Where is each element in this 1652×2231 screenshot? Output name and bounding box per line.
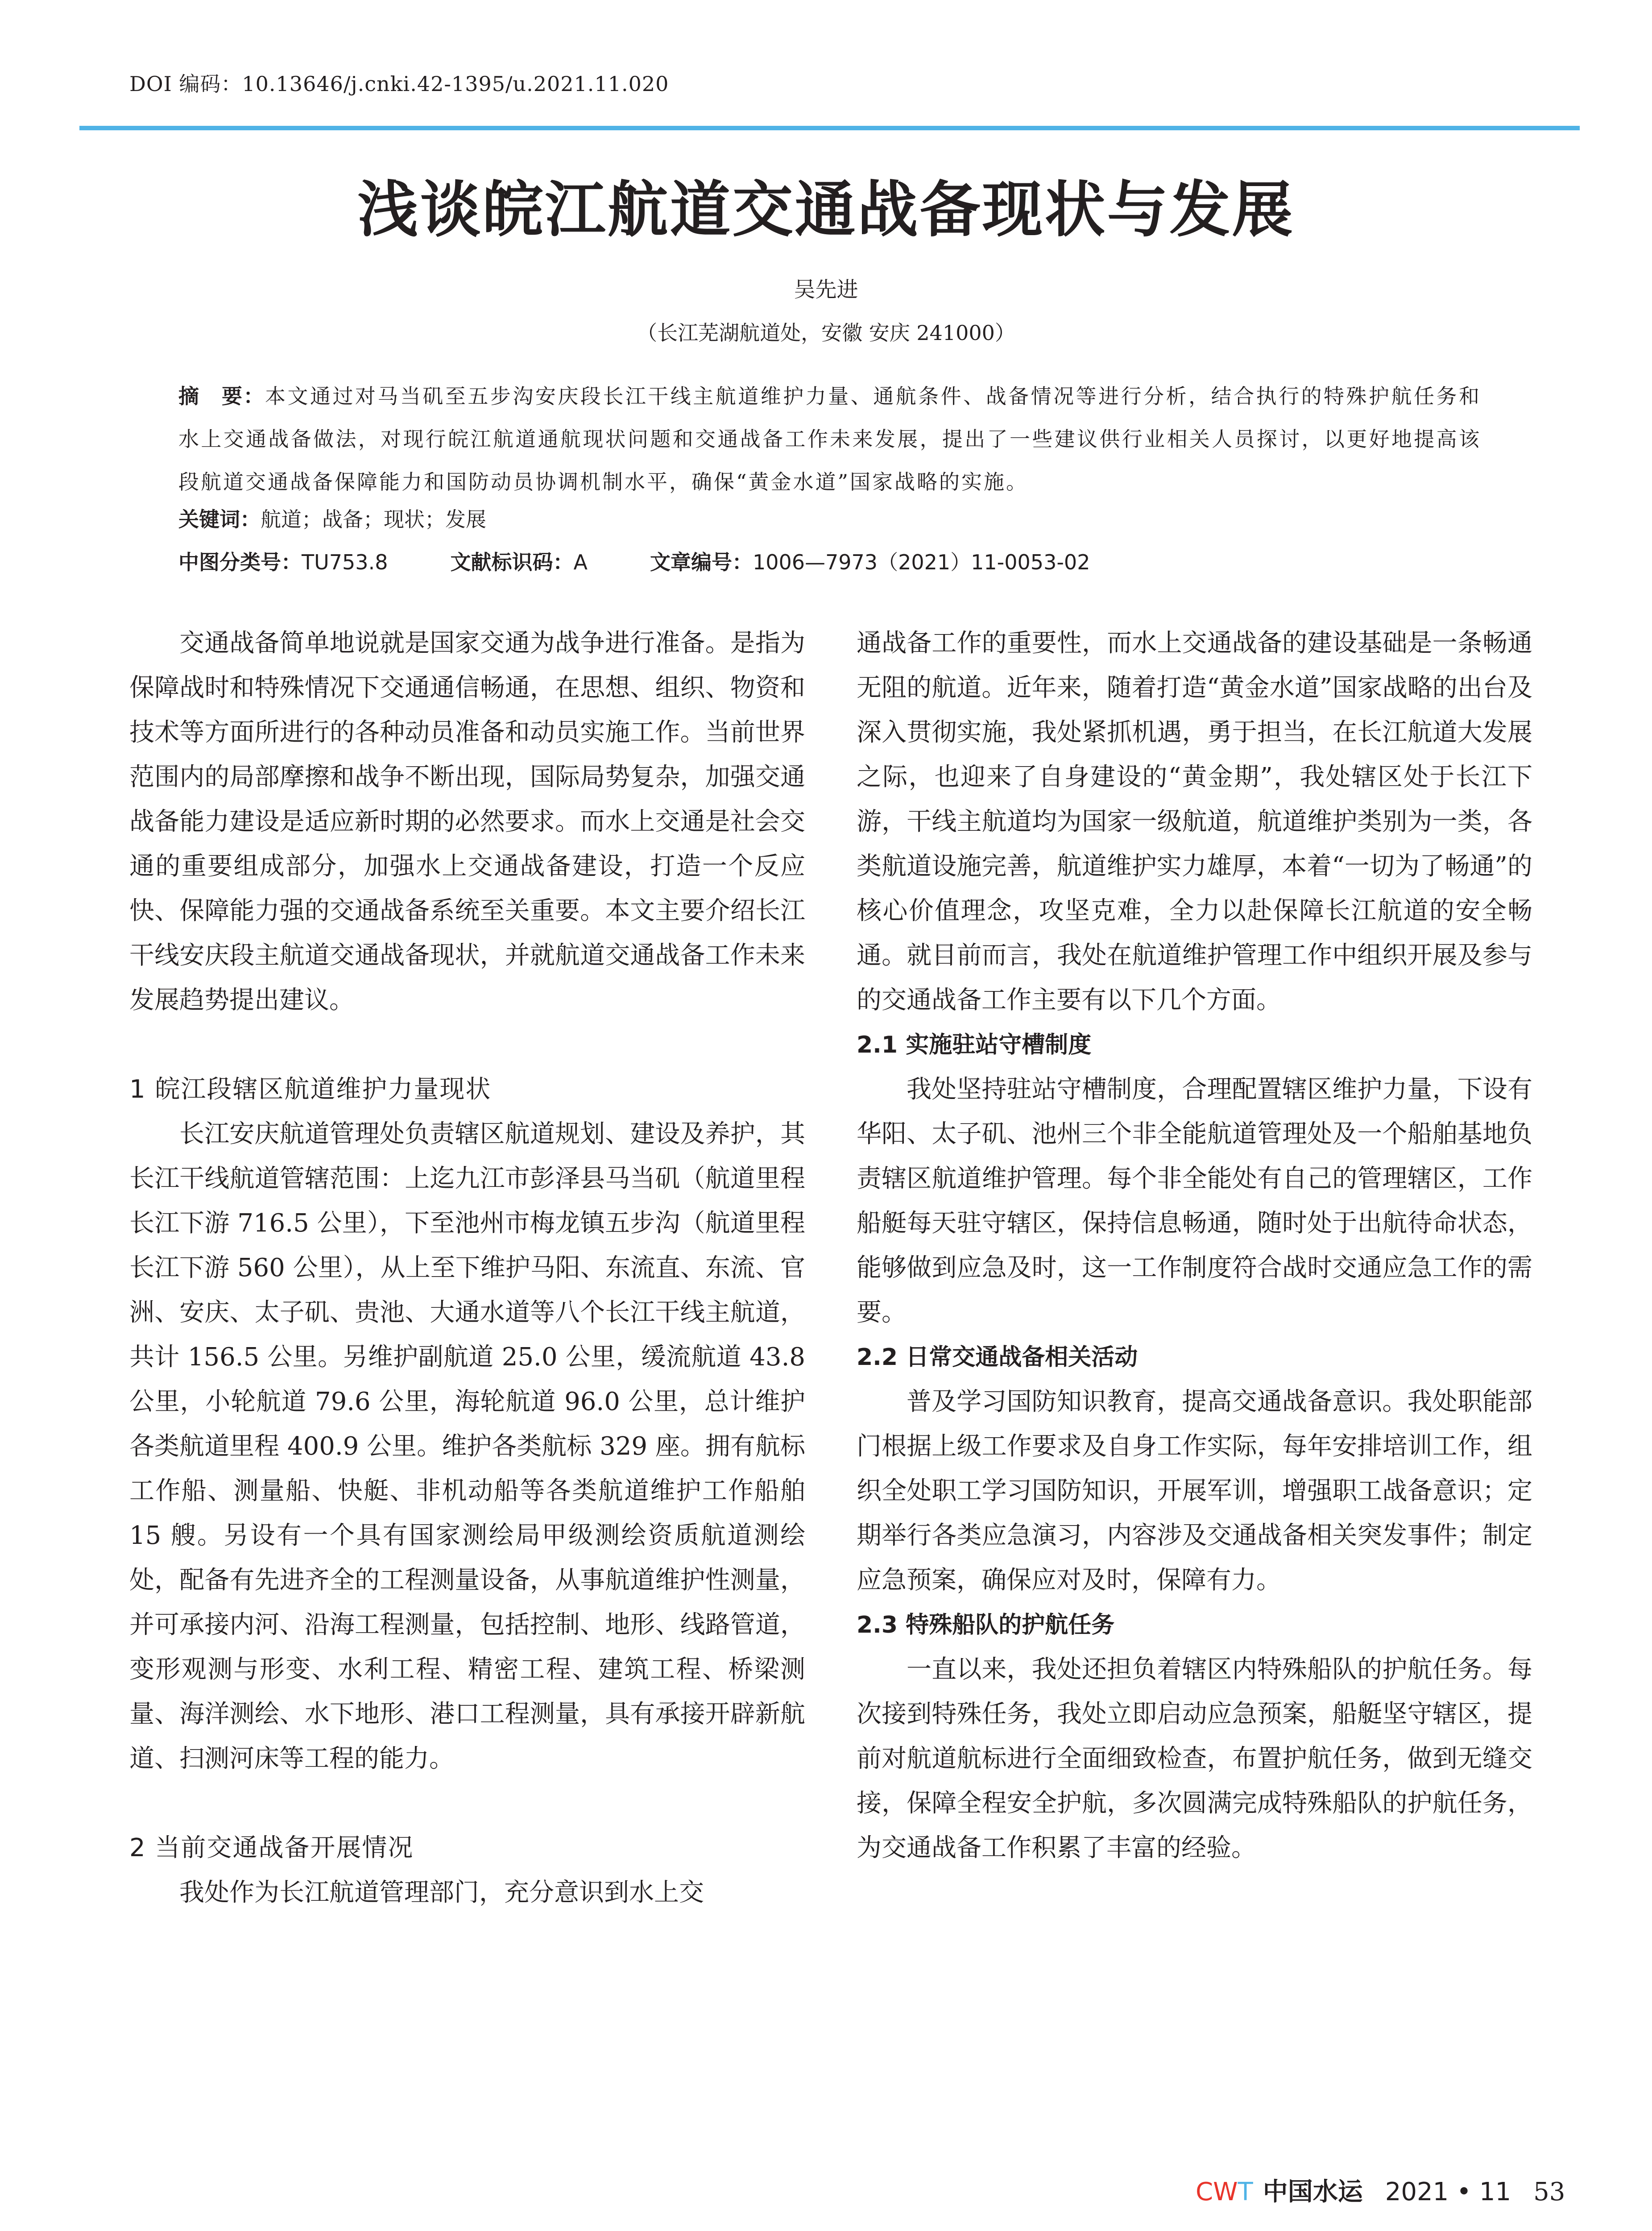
paragraph: 通战备工作的重要性，而水上交通战备的建设基础是一条畅通无阻的航道。近年来，随着打造“黄金水道”国家战略的出台及深入贯彻实施，我处紧抓机遇，勇于担当，在长江航道大发展之际，也迎来了自身建设的“黄金期”，我处辖区处于长江下游，干线主航道均为国家一级航道，航道维护类别为一类，各类航道设施完善，航道维护实力雄厚，本着“一切为了畅通”的核心价值理念，攻坚克难，全力以赴保障长江航道的安全畅通。就目前而言，我处在航道维护管理工作中组织开展及参与的交通战备工作主要有以下几个方面。 <box>857 629 1532 1015</box>
clc-value: TU753.8 <box>302 550 388 574</box>
paragraph: 交通战备简单地说就是国家交通为战争进行准备。是指为保障战时和特殊情况下交通通信畅通，在思想、组织、物资和技术等方面所进行的各种动员准备和动员实施工作。当前世界范围内的局部摩擦和战争不断出现，国际局势复杂，加强交通战备能力建设是适应新时期的必然要求。而水上交通是社会交通的重要组成部分，加强水上交通战备建设，打造一个反应快、保障能力强的交通战备系统至关重要。本文主要介绍长江干线安庆段主航道交通战备现状，并就航道交通战备工作未来发展趋势提出建议。 <box>129 629 805 1015</box>
section-heading-2: 2 当前交通战备开展情况 <box>129 1833 414 1862</box>
subsection-heading-2-2: 2.2 日常交通战备相关活动 <box>857 1344 1138 1371</box>
section-heading-1: 1 皖江段辖区航道维护力量现状 <box>129 1075 492 1104</box>
author-affiliation: （长江芜湖航道处，安徽 安庆 241000） <box>637 321 1015 345</box>
clc-group <box>178 546 388 576</box>
doccode-group <box>450 546 587 576</box>
doccode-value: A <box>573 550 588 574</box>
classification-line <box>178 546 1152 576</box>
keywords-label: 关键词： <box>178 507 261 531</box>
paragraph: 我处坚持驻站守槽制度，合理配置辖区维护力量，下设有华阳、太子矶、池州三个非全能航道管理处及一个船舶基地负责辖区航道维护管理。每个非全能处有自己的管理辖区，工作船艇每天驻守辖区，保持信息畅通，随时处于出航待命状态，能够做到应急及时，这一工作制度符合战时交通应急工作的需要。 <box>857 1075 1532 1327</box>
issue-number: 2021 • 11 <box>1385 2177 1511 2206</box>
body-left-column <box>129 621 805 1915</box>
journal-name: 中国水运 <box>1263 2177 1363 2206</box>
doi-line: DOI 编码：10.13646/j.cnki.42-1395/u.2021.11.020 <box>129 72 669 96</box>
paragraph: 一直以来，我处还担负着辖区内特殊船队的护航任务。每次接到特殊任务，我处立即启动应急预案，船艇坚守辖区，提前对航道航标进行全面细致检查，布置护航任务，做到无缝交接，保障全程安全护航，多次圆满完成特殊船队的护航任务，为交通战备工作积累了丰富的经验。 <box>857 1655 1532 1862</box>
clc-label: 中图分类号： <box>178 550 302 574</box>
abstract-text: 本文通过对马当矶至五步沟安庆段长江干线主航道维护力量、通航条件、战备情况等进行分析，结合执行的特殊护航任务和水上交通战备做法，对现行皖江航道通航现状问题和交通战备工作未来发展，提出了一些建议供行业相关人员探讨，以更好地提高该段航道交通战备保障能力和国防动员协调机制水平，确保“黄金水道”国家战略的实施。 <box>178 384 1482 494</box>
paragraph: 长江安庆航道管理处负责辖区航道规划、建设及养护，其长江干线航道管辖范围：上迄九江市彭泽县马当矶（航道里程长江下游 716.5 公里），下至池州市梅龙镇五步沟（航道里程长江下游 560 公里），从上至下维护马阳、东流直、东流、官洲、安庆、太子矶、贵池、大通水道等八个长江干线主航道，共计 156.5 公里。另维护副航道 25.0 公里，缓流航道 43.8 公里，小轮航道 79.6 公里，海轮航道 96.0 公里，总计维护各类航道里程 400.9 公里。维护各类航标 329 座。拥有航标工作船、测量船、快艇、非机动船等各类航道维护工作船舶 15 艘。另设有一个具有国家测绘局甲级测绘资质航道测绘处，配备有先进齐全的工程测量设备，从事航道维护性测量，并可承接内河、沿海工程测量，包括控制、地形、线路管道，变形观测与形变、水利工程、精密工程、建筑工程、桥梁测量、海洋测绘、水下地形、港口工程测量，具有承接开辟新航道、扫测河床等工程的能力。 <box>129 1120 805 1773</box>
spacer <box>129 1781 805 1826</box>
journal-logo <box>1196 2177 1253 2206</box>
abstract-label: 摘 要： <box>178 384 265 408</box>
keywords <box>178 503 486 533</box>
articleno-label: 文章编号： <box>650 550 753 574</box>
spacer <box>129 1023 805 1067</box>
author-name: 吴先进 <box>794 277 858 302</box>
abstract <box>178 375 1481 503</box>
subsection-heading-2-3: 2.3 特殊船队的护航任务 <box>857 1612 1115 1638</box>
journal-logo-cw: CW <box>1196 2177 1238 2206</box>
paragraph: 我处作为长江航道管理部门，充分意识到水上交 <box>179 1878 704 1907</box>
paragraph: 普及学习国防知识教育，提高交通战备意识。我处职能部门根据上级工作要求及自身工作实际，每年安排培训工作，组织全处职工学习国防知识，开展军训，增强职工战备意识；定期举行各类应急演习，内容涉及交通战备相关突发事件；制定应急预案，确保应对及时，保障有力。 <box>857 1387 1532 1595</box>
doccode-label: 文献标识码： <box>450 550 574 574</box>
page-footer <box>1196 2172 1565 2208</box>
subsection-heading-2-1: 2.1 实施驻站守槽制度 <box>857 1032 1092 1058</box>
articleno-group <box>650 546 1090 576</box>
page-number: 53 <box>1533 2177 1565 2206</box>
keywords-text: 航道；战备；现状；发展 <box>261 507 486 531</box>
header-rule <box>79 126 1580 130</box>
articleno-value: 1006—7973（2021）11-0053-02 <box>752 550 1090 574</box>
body-right-column <box>857 621 1532 1870</box>
journal-logo-t: T <box>1238 2177 1253 2206</box>
article-title: 浅谈皖江航道交通战备现状与发展 <box>357 174 1295 245</box>
